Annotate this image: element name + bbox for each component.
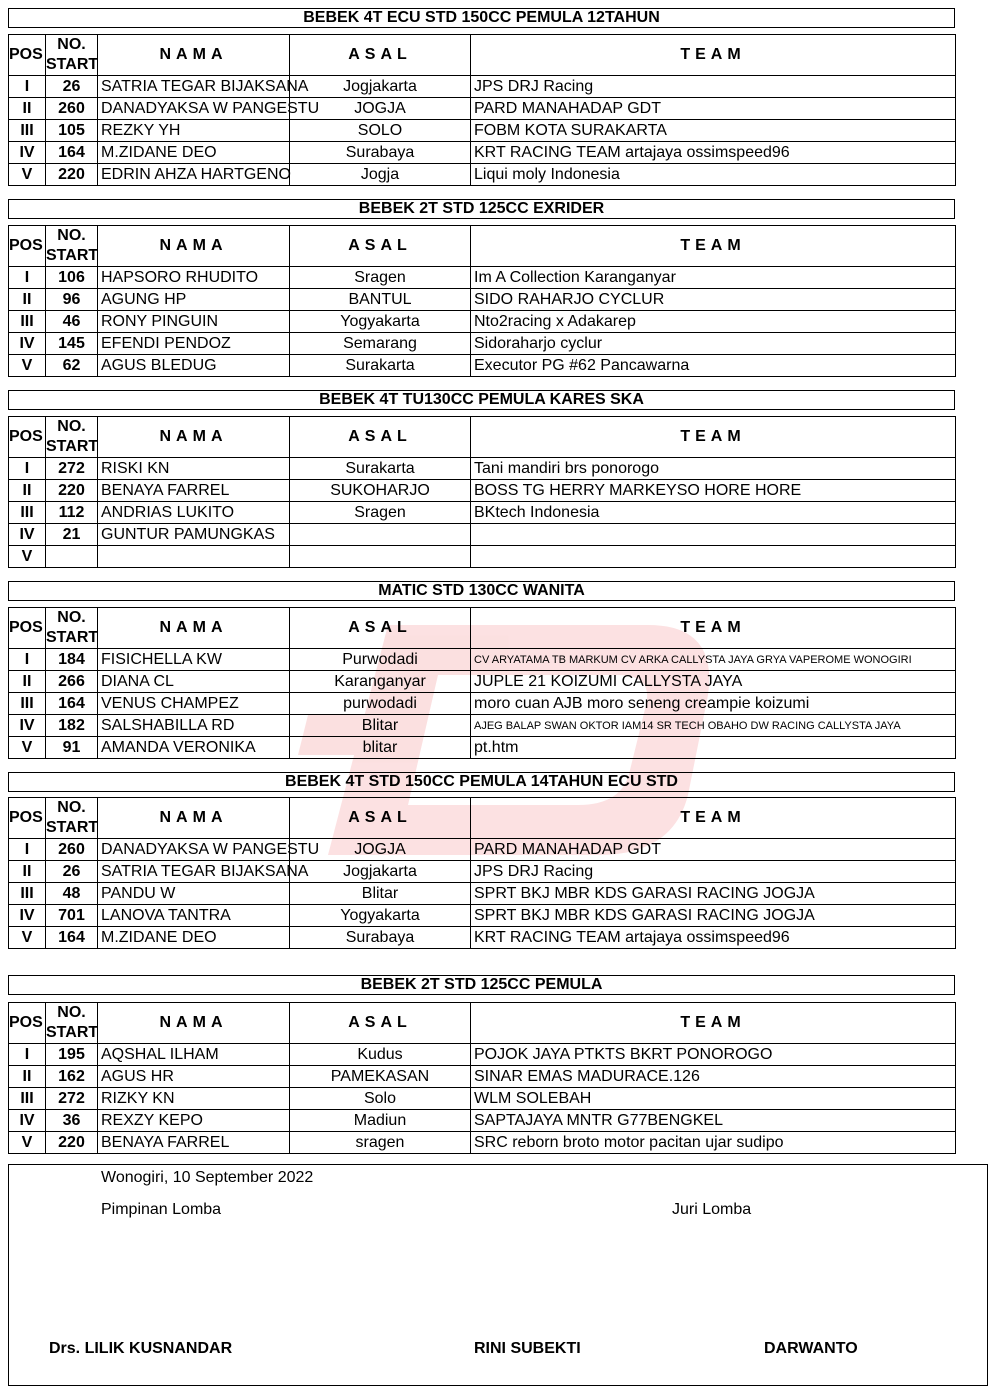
blank-column [956,226,989,377]
class-title: BEBEK 4T STD 150CC PEMULA 14TAHUN ECU STD [8,772,955,792]
header-no-start: NO. START [46,417,98,458]
team-cell: Executor PG #62 Pancawarna [471,355,956,377]
origin-cell: Jogja [290,164,471,186]
start-number-cell: 21 [46,524,98,546]
start-number-cell: 96 [46,289,98,311]
start-number-cell: 112 [46,502,98,524]
table-header-row [9,417,989,458]
position-cell: V [9,546,46,568]
header-pos: POS [9,1003,46,1044]
class-title: BEBEK 4T TU130CC PEMULA KARES SKA [8,390,955,410]
table-row [9,883,989,905]
origin-cell: Blitar [290,883,471,905]
position-cell: V [9,164,46,186]
origin-cell: Blitar [290,715,471,737]
blank-column [956,608,989,759]
start-number-cell: 62 [46,355,98,377]
header-nama: NAMA [98,417,290,458]
start-number-cell: 195 [46,1044,98,1066]
table-row [9,76,989,98]
team-cell: BOSS TG HERRY MARKEYSO HORE HORE [471,480,956,502]
header-nama: NAMA [98,35,290,76]
position-cell: III [9,1088,46,1110]
header-pos: POS [9,417,46,458]
start-number-cell: 220 [46,480,98,502]
class-title: BEBEK 4T ECU STD 150CC PEMULA 12TAHUN [8,8,955,28]
start-number-cell: 26 [46,861,98,883]
origin-cell: PAMEKASAN [290,1066,471,1088]
signatory-3: DARWANTO [764,1340,858,1357]
team-cell: SINAR EMAS MADURACE.126 [471,1066,956,1088]
origin-cell: Kudus [290,1044,471,1066]
table-row [9,649,989,671]
header-pos: POS [9,35,46,76]
position-cell: IV [9,333,46,355]
table-row [9,1088,989,1110]
start-number-cell: 182 [46,715,98,737]
header-team: TEAM [471,226,956,267]
results-table [8,34,989,186]
position-cell: I [9,458,46,480]
table-header-row [9,608,989,649]
team-cell [471,546,956,568]
rider-name-cell: EFENDI PENDOZ [98,333,290,355]
start-number-cell: 272 [46,1088,98,1110]
team-cell: SPRT BKJ MBR KDS GARASI RACING JOGJA [471,883,956,905]
table-row [9,267,989,289]
header-no-start: NO. START [46,608,98,649]
header-team: TEAM [471,35,956,76]
team-cell: JUPLE 21 KOIZUMI CALLYSTA JAYA [471,671,956,693]
position-cell: II [9,98,46,120]
start-number-cell: 164 [46,693,98,715]
origin-cell: Yogyakarta [290,905,471,927]
header-asal: ASAL [290,226,471,267]
rider-name-cell: BENAYA FARREL [98,480,290,502]
start-number-cell: 272 [46,458,98,480]
start-number-cell: 260 [46,839,98,861]
blank-column [956,35,989,186]
origin-cell: Surabaya [290,142,471,164]
start-number-cell: 184 [46,649,98,671]
position-cell: I [9,1044,46,1066]
header-nama: NAMA [98,1003,290,1044]
header-team: TEAM [471,417,956,458]
header-team: TEAM [471,798,956,839]
table-row [9,458,989,480]
rider-name-cell: HAPSORO RHUDITO [98,267,290,289]
team-cell: KRT RACING TEAM artajaya ossimspeed96 [471,142,956,164]
team-cell [471,524,956,546]
rider-name-cell: EDRIN AHZA HARTGENO [98,164,290,186]
start-number-cell: 106 [46,267,98,289]
origin-cell: Madiun [290,1110,471,1132]
origin-cell: Solo [290,1088,471,1110]
table-row [9,502,989,524]
position-cell: II [9,861,46,883]
start-number-cell: 145 [46,333,98,355]
start-number-cell: 701 [46,905,98,927]
table-row [9,120,989,142]
table-header-row [9,798,989,839]
header-pos: POS [9,226,46,267]
origin-cell: blitar [290,737,471,759]
table-row [9,927,989,949]
table-row [9,98,989,120]
start-number-cell: 105 [46,120,98,142]
header-pos: POS [9,608,46,649]
position-cell: V [9,737,46,759]
right-role: Juri Lomba [672,1201,752,1218]
table-row [9,164,989,186]
table-row [9,289,989,311]
rider-name-cell: M.ZIDANE DEO [98,142,290,164]
rider-name-cell: AGUS BLEDUG [98,355,290,377]
header-asal: ASAL [290,417,471,458]
rider-name-cell: GUNTUR PAMUNGKAS [98,524,290,546]
table-row [9,1110,989,1132]
header-pos: POS [9,798,46,839]
origin-cell: BANTUL [290,289,471,311]
signature-block [8,1164,988,1386]
team-cell: FOBM KOTA SURAKARTA [471,120,956,142]
results-table [8,1002,989,1154]
team-cell: SIDO RAHARJO CYCLUR [471,289,956,311]
table-row [9,905,989,927]
rider-name-cell: ANDRIAS LUKITO [98,502,290,524]
team-cell: WLM SOLEBAH [471,1088,956,1110]
date-place: Wonogiri, 10 September 2022 [101,1169,314,1186]
rider-name-cell: AMANDA VERONIKA [98,737,290,759]
origin-cell: Surakarta [290,458,471,480]
rider-name-cell: AQSHAL ILHAM [98,1044,290,1066]
table-header-row [9,1003,989,1044]
rider-name-cell: REZKY YH [98,120,290,142]
header-asal: ASAL [290,798,471,839]
table-row [9,142,989,164]
blank-column [956,417,989,568]
team-cell: PARD MANAHADAP GDT [471,98,956,120]
team-cell: SRC reborn broto motor pacitan ujar sudipo [471,1132,956,1154]
position-cell: V [9,1132,46,1154]
origin-cell: Sragen [290,502,471,524]
team-cell: Tani mandiri brs ponorogo [471,458,956,480]
position-cell: III [9,311,46,333]
position-cell: II [9,1066,46,1088]
results-table [8,416,989,568]
start-number-cell: 46 [46,311,98,333]
origin-cell: Karanganyar [290,671,471,693]
header-no-start: NO. START [46,226,98,267]
team-cell: SAPTAJAYA MNTR G77BENGKEL [471,1110,956,1132]
team-cell: moro cuan AJB moro seneng creampie koizumi [471,693,956,715]
rider-name-cell: DANADYAKSA W PANGESTU [98,839,290,861]
team-cell: PARD MANAHADAP GDT [471,839,956,861]
start-number-cell: 164 [46,142,98,164]
position-cell: I [9,649,46,671]
team-cell: JPS DRJ Racing [471,76,956,98]
rider-name-cell: DANADYAKSA W PANGESTU [98,98,290,120]
team-cell: Liqui moly Indonesia [471,164,956,186]
position-cell: IV [9,905,46,927]
header-asal: ASAL [290,1003,471,1044]
origin-cell: JOGJA [290,98,471,120]
origin-cell: Purwodadi [290,649,471,671]
origin-cell: Jogjakarta [290,861,471,883]
results-table [8,607,989,759]
header-no-start: NO. START [46,35,98,76]
header-asal: ASAL [290,35,471,76]
origin-cell: sragen [290,1132,471,1154]
team-cell: Nto2racing x Adakarep [471,311,956,333]
header-asal: ASAL [290,608,471,649]
position-cell: V [9,927,46,949]
table-row [9,1066,989,1088]
blank-column [956,1003,989,1154]
rider-name-cell: REXZY KEPO [98,1110,290,1132]
position-cell: V [9,355,46,377]
position-cell: III [9,502,46,524]
rider-name-cell: FISICHELLA KW [98,649,290,671]
header-no-start: NO. START [46,798,98,839]
start-number-cell: 91 [46,737,98,759]
table-row [9,693,989,715]
header-no-start: NO. START [46,1003,98,1044]
rider-name-cell: SALSHABILLA RD [98,715,290,737]
position-cell: IV [9,142,46,164]
position-cell: II [9,480,46,502]
table-row [9,1132,989,1154]
rider-name-cell: RISKI KN [98,458,290,480]
signatory-2: RINI SUBEKTI [474,1340,581,1357]
team-cell: Sidoraharjo cyclur [471,333,956,355]
class-title: BEBEK 2T STD 125CC EXRIDER [8,199,955,219]
signatory-1: Drs. LILIK KUSNANDAR [49,1340,233,1357]
origin-cell: Surabaya [290,927,471,949]
rider-name-cell: DIANA CL [98,671,290,693]
header-team: TEAM [471,1003,956,1044]
rider-name-cell: AGUS HR [98,1066,290,1088]
start-number-cell: 48 [46,883,98,905]
start-number-cell: 162 [46,1066,98,1088]
table-row [9,839,989,861]
rider-name-cell: PANDU W [98,883,290,905]
team-cell: AJEG BALAP SWAN OKTOR IAM14 SR TECH OBAHO DW RACING CALLYSTA JAYA [471,715,956,737]
origin-cell: Jogjakarta [290,76,471,98]
team-cell: pt.htm [471,737,956,759]
position-cell: IV [9,1110,46,1132]
header-team: TEAM [471,608,956,649]
rider-name-cell: SATRIA TEGAR BIJAKSANA [98,76,290,98]
table-row [9,715,989,737]
rider-name-cell: RIZKY KN [98,1088,290,1110]
team-cell: BKtech Indonesia [471,502,956,524]
table-row [9,546,989,568]
position-cell: IV [9,715,46,737]
origin-cell: JOGJA [290,839,471,861]
start-number-cell: 164 [46,927,98,949]
position-cell: III [9,883,46,905]
position-cell: I [9,267,46,289]
origin-cell: Yogyakarta [290,311,471,333]
header-nama: NAMA [98,226,290,267]
rider-name-cell: AGUNG HP [98,289,290,311]
position-cell: IV [9,524,46,546]
rider-name-cell: VENUS CHAMPEZ [98,693,290,715]
origin-cell: Surakarta [290,355,471,377]
table-row [9,333,989,355]
team-cell: JPS DRJ Racing [471,861,956,883]
header-nama: NAMA [98,608,290,649]
start-number-cell [46,546,98,568]
origin-cell: SUKOHARJO [290,480,471,502]
start-number-cell: 26 [46,76,98,98]
rider-name-cell: SATRIA TEGAR BIJAKSANA [98,861,290,883]
origin-cell: purwodadi [290,693,471,715]
table-row [9,480,989,502]
origin-cell [290,524,471,546]
rider-name-cell: M.ZIDANE DEO [98,927,290,949]
table-row [9,311,989,333]
position-cell: I [9,76,46,98]
start-number-cell: 220 [46,164,98,186]
rider-name-cell: LANOVA TANTRA [98,905,290,927]
position-cell: III [9,693,46,715]
table-row [9,1044,989,1066]
class-title: BEBEK 2T STD 125CC PEMULA [8,975,955,995]
rider-name-cell [98,546,290,568]
position-cell: I [9,839,46,861]
position-cell: II [9,671,46,693]
start-number-cell: 260 [46,98,98,120]
position-cell: III [9,120,46,142]
table-header-row [9,226,989,267]
team-cell: Im A Collection Karanganyar [471,267,956,289]
start-number-cell: 36 [46,1110,98,1132]
left-role: Pimpinan Lomba [101,1201,222,1218]
team-cell: CV ARYATAMA TB MARKUM CV ARKA CALLYSTA JAYA GRYA VAPEROME WONOGIRI [471,649,956,671]
results-table [8,225,989,377]
team-cell: SPRT BKJ MBR KDS GARASI RACING JOGJA [471,905,956,927]
table-row [9,524,989,546]
start-number-cell: 220 [46,1132,98,1154]
start-number-cell: 266 [46,671,98,693]
class-title: MATIC STD 130CC WANITA [8,581,955,601]
team-cell: POJOK JAYA PTKTS BKRT PONOROGO [471,1044,956,1066]
position-cell: II [9,289,46,311]
header-nama: NAMA [98,798,290,839]
origin-cell: Semarang [290,333,471,355]
table-header-row [9,35,989,76]
table-row [9,861,989,883]
table-row [9,737,989,759]
results-table [8,797,989,949]
origin-cell: Sragen [290,267,471,289]
origin-cell [290,546,471,568]
table-row [9,355,989,377]
origin-cell: SOLO [290,120,471,142]
rider-name-cell: BENAYA FARREL [98,1132,290,1154]
rider-name-cell: RONY PINGUIN [98,311,290,333]
team-cell: KRT RACING TEAM artajaya ossimspeed96 [471,927,956,949]
table-row [9,671,989,693]
blank-column [956,798,989,949]
